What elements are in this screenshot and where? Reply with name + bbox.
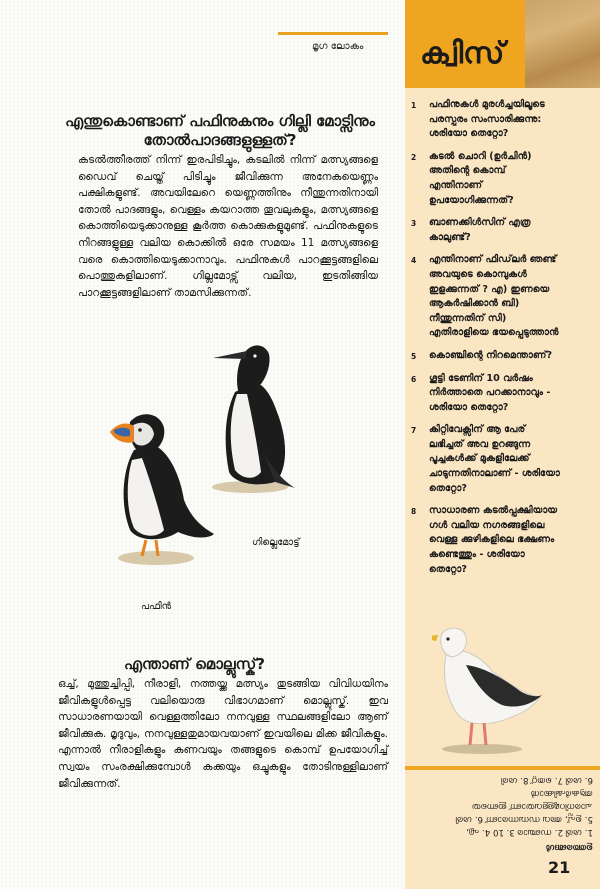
answers-box xyxy=(418,771,593,853)
answers-line: ചാരനിറമുള്ളവയാണ് ഇണയെ ആകർഷിക്കാൻ xyxy=(472,788,593,811)
quiz-question: പഫിനുകൾ മുരൾച്ചയിലൂടെ പരസ്പരം സംസാരിക്കുന്നു: ശരിയോ തെറ്റോ? xyxy=(429,99,545,140)
quiz-number: 6 xyxy=(411,374,417,384)
quiz-number: 5 xyxy=(411,351,417,361)
article-1-title: എന്തുകൊണ്ടാണ് പഫിനുകനും ഗില്ലി മോട്സിനും തോൽപാദങ്ങളുള്ളത്? xyxy=(65,112,375,149)
quiz-number: 3 xyxy=(411,219,417,229)
quiz-item xyxy=(411,349,561,364)
quiz-number: 2 xyxy=(411,152,417,162)
quiz-question: എന്തിനാണ് ഫിഡ്‌ലർ ഞണ്ട് അവയുടെ കൊമ്പുകൾ ഇളക്കുന്നത് ? എ) ഇണയെ ആകർഷിക്കാൻ ബി) നീന്തുന്നതിന് സി) എതിരാളിയെ ഭയപ്പെടുത്താൻ xyxy=(429,254,559,339)
article-2-body: ഒച്ച്, മുത്തുച്ചിപ്പി, നീരാളി, നത്തയ്ക്ക മത്സ്യം തുടങ്ങിയ വിവിധയിനം ജീവികളുൾപ്പെട്ട വലിയൊരു വിഭാഗമാണ് മൊല്ലുസ്ക്. ഇവ സാധാരണയായി വെള്ളത്തിലോ നനവുള്ള സ്ഥലങ്ങളിലോ ആണ് ജീവിക്കുക. മൃദുവും, നനവുള്ളതുമായവയാണ് ഇവയിലെ മിക്ക ജീവികളും. എന്നാൽ നീരാളികളും കണവയും തങ്ങളുടെ കൊമ്പ് ഉപയോഗിച്ച് സ്വയം സംരക്ഷിക്കുമ്പോൾ കക്കയും ഒച്ചുകളും തോടിനുള്ളിലാണ് ജീവിക്കുന്നത്. xyxy=(58,678,388,790)
quiz-item xyxy=(411,504,561,577)
quiz-item xyxy=(411,253,561,341)
answers-line: 5. ഉപ്പ്, അവ സമ്പന്നരാണ് 6. ശരി xyxy=(455,814,593,824)
quiz-number: 7 xyxy=(411,426,417,436)
page-number: 21 xyxy=(548,858,571,877)
quiz-item xyxy=(411,372,561,416)
puffin-illustration xyxy=(106,400,218,570)
quiz-item xyxy=(411,150,561,208)
guillemot-illustration xyxy=(205,332,300,497)
quiz-number: 1 xyxy=(411,101,417,110)
quiz-question: ബാണക്കിൾസിന് എത്ര കാലുണ്ട്? xyxy=(429,217,531,243)
header-rule xyxy=(278,32,388,35)
quiz-question: സാധാരണ കടൽപ്പക്ഷിയായ ഗൾ വലിയ നഗരങ്ങളിലെ വെള്ള ക്കുഴികളിലെ ഭക്ഷണം കണ്ടെത്തും - ശരിയോ തെറ്റോ? xyxy=(429,505,558,575)
sand-photo xyxy=(525,0,600,88)
quiz-question: ഗൂട്ടി ടേണിന് 10 വർഷം നിർത്താതെ പറക്കാനാവും - ശരിയോ തെറ്റോ? xyxy=(429,372,551,413)
quiz-item xyxy=(411,98,561,142)
answers-heading: ഉത്തരങ്ങൾ xyxy=(546,842,593,852)
quiz-item xyxy=(411,216,561,245)
quiz-question: കൊഞ്ചിന്റെ നിറമെന്താണ്? xyxy=(429,349,553,361)
quiz-title: ക്വിസ് xyxy=(420,36,505,71)
article-2-title: എന്താണ് മൊല്ലുസ്ക്? xyxy=(124,655,265,673)
quiz-list xyxy=(411,98,561,585)
quiz-item xyxy=(411,423,561,496)
guillemot-caption: ഗില്ലെമോട്ട് xyxy=(252,537,300,548)
puffin-caption: പഫിൻ xyxy=(141,601,172,612)
quiz-number: 4 xyxy=(411,256,417,266)
quiz-question: കടൽ ചൊറി (ഉർചിൻ) അതിന്റെ കൊമ്പ് എന്തിനാണ് ഉപയോഗിക്കുന്നത്? xyxy=(429,150,532,206)
answers-line: 6. ശരി 7. തെറ്റ് 8. ശരി xyxy=(501,775,593,785)
answers-line: 1. ശരി 2. സഞ്ചാര 3. 10 4. എ, xyxy=(466,827,593,837)
article-1-body: കടൽത്തീരത്ത് നിന്ന് ഇരപിടിച്ചും, കടലിൽ നിന്ന് മത്സ്യങ്ങളെ ഡൈവ് ചെയ്ത് പിടിച്ചും ജീവിക്കുന്ന അനേകയെണ്ണം പക്ഷികളുണ്ട്. അവയിലേറെ യെണ്ണത്തിനും നീന്തുന്നതിനായി തോൽ പാദങ്ങളും, വെള്ളം കയറാത്ത തൂവലുകളും, മത്സ്യങ്ങളെ കൊത്തിയെടുക്കാനുള്ള കൂർത്ത കൊക്കുകളുമുണ്ട്. പഫിനുകളുടെ നിറങ്ങളുള്ള വലിയ കൊക്കിൽ ഒരേ സമയം 11 മത്സ്യങ്ങളെ വരെ കൊത്തിയെടുക്കാനാവും. പഫിനുകൾ പാറക്കൂട്ടങ്ങളിലെ പൊത്തുകളിലാണ്. ഗില്ലമോട്സ് വലിയ, ഇടതിങ്ങിയ പാറക്കൂട്ടങ്ങളിലാണ് താമസിക്കുന്നത്. xyxy=(78,154,378,299)
section-name: മൃഗ ലോകം xyxy=(312,41,364,52)
quiz-question: കിറ്റിവേക്സിന് ആ പേര് ലഭിച്ചത് അവ ഉറങ്ങുന്ന പൂച്ചകൾക്ക് മുകളിലേക്ക് ചാടുന്നതിനാലാണ് - ശരിയോ തെറ്റോ? xyxy=(429,424,560,494)
quiz-number: 8 xyxy=(411,507,417,517)
gull-illustration xyxy=(432,625,544,757)
answers-rule xyxy=(405,766,600,770)
